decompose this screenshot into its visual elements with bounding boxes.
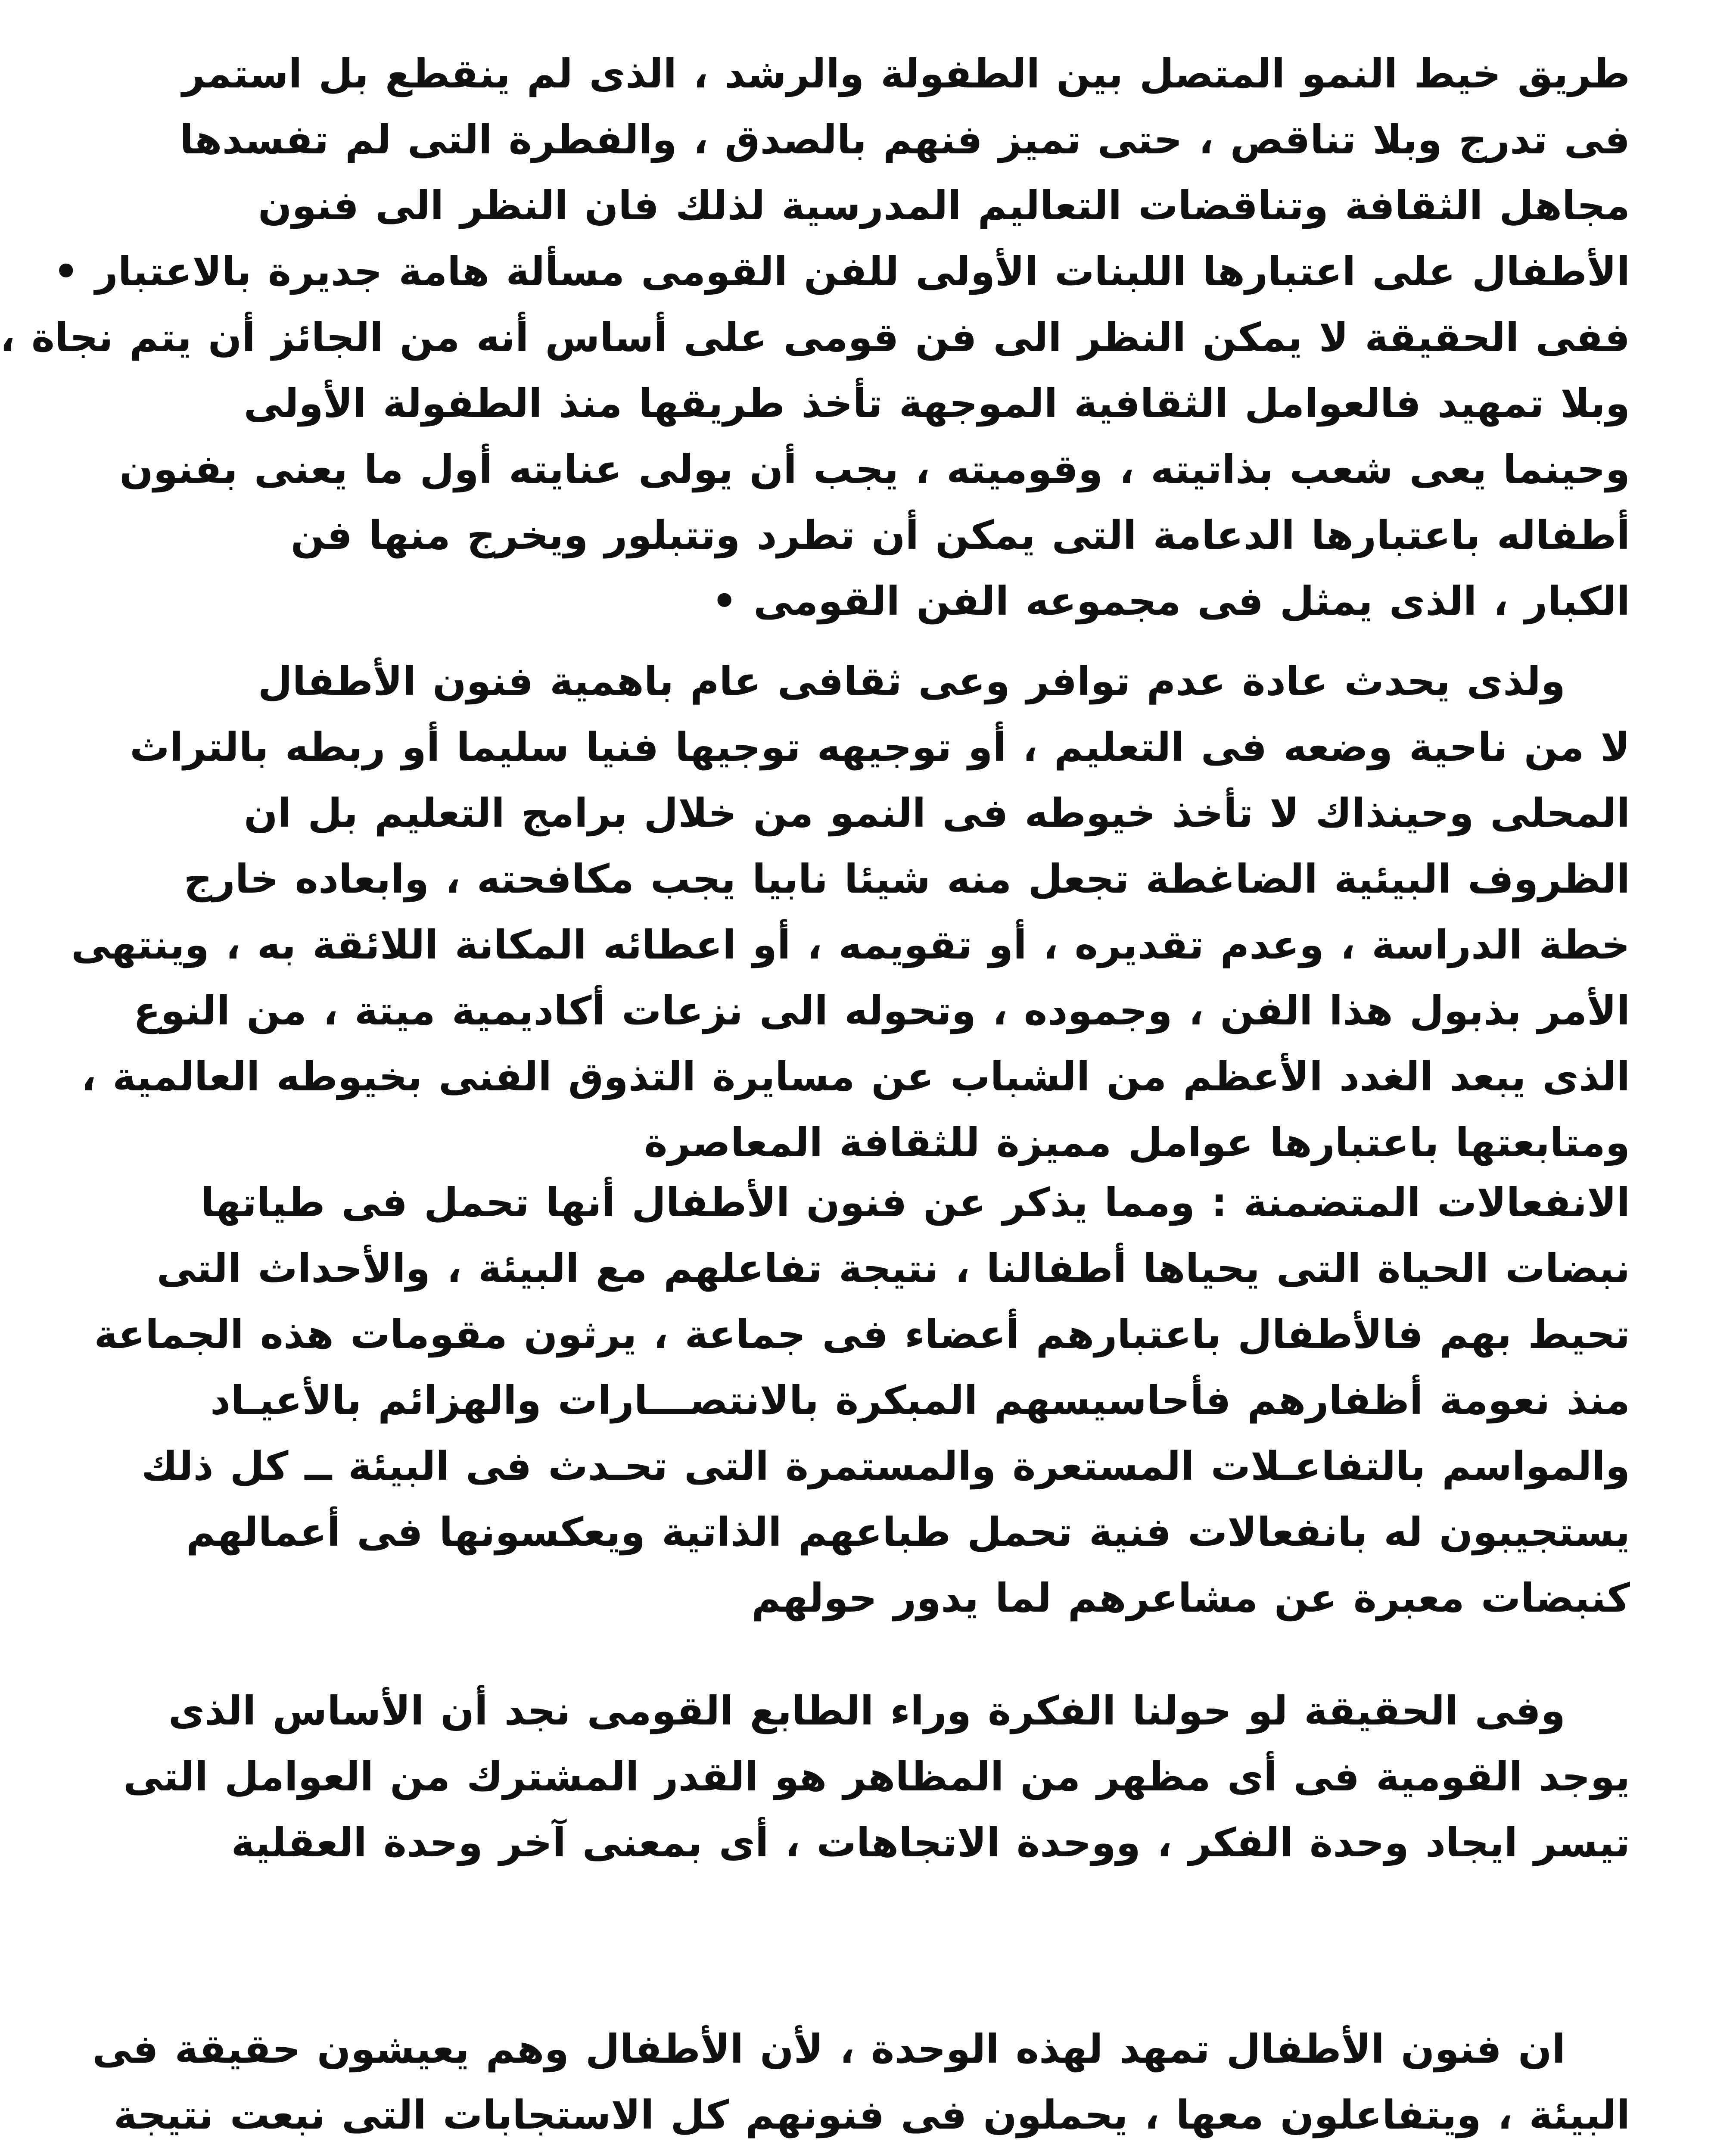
text-line: أطفاله باعتبارها الدعامة التى يمكن أن تطرد وتتبلور ويخرج منها فن xyxy=(290,512,1630,558)
text-line: تيسر ايجاد وحدة الفكر ، ووحدة الاتجاهات ، أى بمعنى آخر وحدة العقلية xyxy=(231,1820,1630,1866)
text-line: الكبار ، الذى يمثل فى مجموعه الفن القومى • xyxy=(712,578,1630,624)
text-line: البيئة ، ويتفاعلون معها ، يحملون فى فنونهم كل الاستجابات التى نبعت نتيجة xyxy=(113,2092,1630,2138)
text-line: لا من ناحية وضعه فى التعليم ، أو توجيهه توجيها فنيا سليما أو ربطه بالتراث xyxy=(130,724,1630,770)
text-line: الظروف البيئية الضاغطة تجعل منه شيئا نابيا يجب مكافحته ، وابعاده خارج xyxy=(184,856,1630,902)
text-run: ومما يذكر عن فنون الأطفال أنها تحمل فى طياتها xyxy=(201,1180,1195,1226)
text-line xyxy=(260,2148,1630,2154)
text-line: مجاهل الثقافة وتناقضات التعاليم المدرسية لذلك فان النظر الى فنون xyxy=(258,183,1630,229)
text-line: الأطفال على اعتبارها اللبنات الأولى للفن القومى مسألة هامة جديرة بالاعتبار • xyxy=(53,249,1630,295)
text-line: يستجيبون له بانفعالات فنية تحمل طباعهم الذاتية ويعكسونها فى أعمالهم xyxy=(186,1509,1630,1555)
text-line: ومتابعتها باعتبارها عوامل مميزة للثقافة المعاصرة xyxy=(644,1120,1630,1166)
text-line: تحيط بهم فالأطفال باعتبارهم أعضاء فى جماعة ، يرثون مقومات هذه الجماعة xyxy=(94,1311,1630,1357)
text-line: يوجد القومية فى أى مظهر من المظاهر هو القدر المشترك من العوامل التى xyxy=(123,1754,1630,1800)
text-line: وفى الحقيقة لو حولنا الفكرة وراء الطابع القومى نجد أن الأساس الذى xyxy=(168,1688,1565,1734)
section-heading: الانفعالات المتضمنة : xyxy=(1211,1180,1630,1226)
text-line: وحينما يعى شعب بذاتيته ، وقوميته ، يجب أن يولى عنايته أول ما يعنى بفنون xyxy=(119,446,1630,492)
paragraph-5 xyxy=(92,2016,1630,2154)
text-line: نبضات الحياة التى يحياها أطفالنا ، نتيجة تفاعلهم مع البيئة ، والأحداث التى xyxy=(156,1245,1630,1292)
text-line: فى تدرج وبلا تناقص ، حتى تميز فنهم بالصدق ، والفطرة التى لم تفسدها xyxy=(180,117,1630,163)
text-line: خطة الدراسة ، وعدم تقديره ، أو تقويمه ، أو اعطائه المكانة اللائقة به ، وينتهى xyxy=(71,922,1630,968)
text-line: طريق خيط النمو المتصل بين الطفولة والرشد ، الذى لم ينقطع بل استمر xyxy=(182,51,1630,97)
text-line: الذى يبعد الغدد الأعظم من الشباب عن مسايرة التذوق الفنى بخيوطه العالمية ، xyxy=(81,1054,1630,1100)
text-line xyxy=(201,1170,1630,1236)
paragraph-2 xyxy=(71,648,1630,1176)
paragraph-1 xyxy=(0,41,1630,634)
paragraph-3 xyxy=(94,1170,1630,1631)
text-line: الأمر بذبول هذا الفن ، وجموده ، وتحوله الى نزعات أكاديمية ميتة ، من النوع xyxy=(133,988,1630,1034)
paragraph-4 xyxy=(123,1678,1630,1876)
text-line: المحلى وحينذاك لا تأخذ خيوطه فى النمو من خلال برامج التعليم بل ان xyxy=(244,790,1630,836)
text-line: ولذى يحدث عادة عدم توافر وعى ثقافى عام باهمية فنون الأطفال xyxy=(258,658,1565,704)
text-line: كنبضات معبرة عن مشاعرهم لما يدور حولهم xyxy=(751,1575,1630,1621)
text-line: ففى الحقيقة لا يمكن النظر الى فن قومى على أساس أنه من الجائز أن يتم نجاة ، xyxy=(0,314,1630,361)
text-line: منذ نعومة أظفارهم فأحاسيسهم المبكرة بالانتصـــارات والهزائم بالأعيـاد xyxy=(210,1377,1630,1423)
text-line: والمواسم بالتفاعـلات المستعرة والمستمرة التى تحـدث فى البيئة ــ كل ذلك xyxy=(141,1443,1630,1489)
text-line: وبلا تمهيد فالعوامل الثقافية الموجهة تأخذ طريقها منذ الطفولة الأولى xyxy=(243,380,1630,426)
text-line: ان فنون الأطفال تمهد لهذه الوحدة ، لأن الأطفال وهم يعيشون حقيقة فى xyxy=(92,2026,1565,2072)
